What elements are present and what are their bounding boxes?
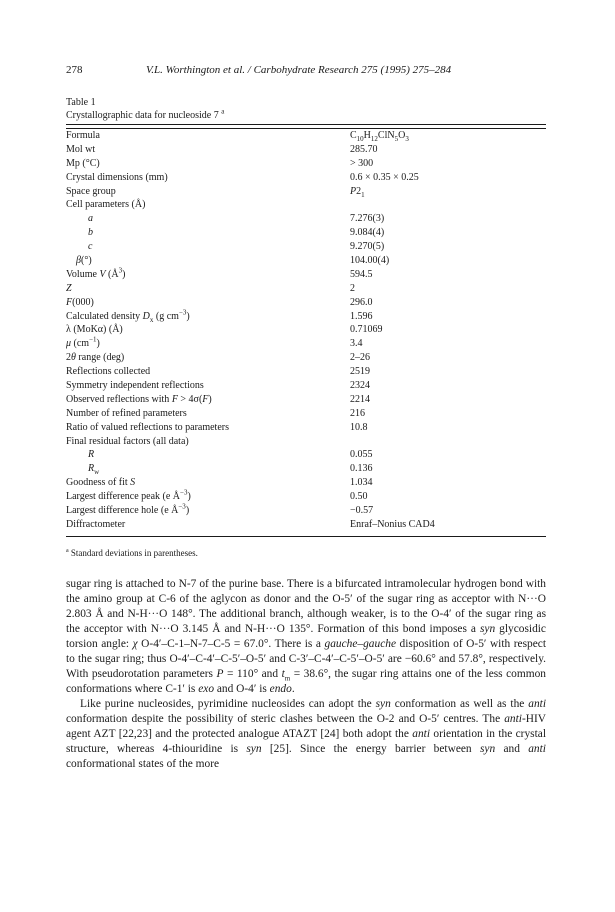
table-title: Crystallographic data for nucleoside 7 $^a$ bbox=[66, 107, 225, 121]
table-row-label: Crystal dimensions (mm) bbox=[66, 171, 168, 183]
table-row-label: Number of refined parameters bbox=[66, 407, 187, 419]
table-row-value: 0.136 bbox=[350, 463, 373, 475]
table-row-label: β(°) bbox=[76, 255, 92, 267]
table-footnote bbox=[66, 547, 198, 559]
table-row-label: $R_w$ bbox=[88, 463, 100, 477]
table-row-label: Cell parameters (Å) bbox=[66, 199, 146, 211]
footnote-mark: a bbox=[66, 548, 69, 554]
page-number: 278 bbox=[66, 64, 83, 76]
table-row-label: Mp (°C) bbox=[66, 157, 100, 169]
table-row bbox=[66, 490, 546, 504]
running-head bbox=[66, 63, 546, 77]
table-row bbox=[66, 310, 546, 324]
table-row-value: 9.270(5) bbox=[350, 241, 385, 253]
table-row bbox=[66, 129, 546, 143]
table-row bbox=[66, 351, 546, 365]
table-row bbox=[66, 435, 546, 449]
table-row-value: 216 bbox=[350, 407, 365, 419]
table-row bbox=[66, 143, 546, 157]
table-row-value: 2519 bbox=[350, 366, 370, 378]
table-row-value: 594.5 bbox=[350, 268, 373, 280]
table-row bbox=[66, 185, 546, 199]
table-caption bbox=[66, 96, 546, 122]
table-row-value: 2214 bbox=[350, 393, 370, 405]
table-row-label: Ratio of valued reflections to parameters bbox=[66, 421, 229, 433]
table-row-value: 3.4 bbox=[350, 338, 363, 350]
table-row-value: 10.8 bbox=[350, 421, 368, 433]
table-row-value: 0.6 × 0.35 × 0.25 bbox=[350, 171, 419, 183]
table-row-value: 2–26 bbox=[350, 352, 370, 364]
table-row-value: 7.276(3) bbox=[350, 213, 385, 225]
table-bottom-rule bbox=[66, 536, 546, 537]
table-row bbox=[66, 518, 546, 532]
footnote-text: Standard deviations in parentheses. bbox=[70, 548, 198, 558]
table-row-value: 296.0 bbox=[350, 296, 373, 308]
table-row bbox=[66, 240, 546, 254]
table-row-label: Goodness of fit S bbox=[66, 477, 136, 489]
table-row-value: 2 bbox=[350, 282, 355, 294]
table-row bbox=[66, 296, 546, 310]
table-row bbox=[66, 337, 546, 351]
table-row bbox=[66, 254, 546, 268]
table-row bbox=[66, 476, 546, 490]
paragraph-2: Like purine nucleosides, pyrimidine nucleosides can adopt the syn conformation as well as the anti conformation despite the possibility of steric clashes between the O-2 and O-5′ centres. The anti-HIV agent AZT [22,23] and the protected analogue ATAZT [24] both adopt the anti orientation in the crystal structure, whereas 4-thiouridine is syn [25]. Since the energy barrier between syn and anti conformational states of the more bbox=[66, 698, 546, 770]
table-row bbox=[66, 282, 546, 296]
table-row bbox=[66, 198, 546, 212]
table-row-label: Formula bbox=[66, 130, 100, 141]
paragraph-1: sugar ring is attached to N-7 of the purine base. There is a bifurcated intramolecular hydrogen bond with the amino group at C-6 of the aglycon as donor and the O-5′ of the sugar ring as acceptor with N···O 2.803 Å and N-H···O 148°. The additional branch, although weaker, is to the O-4′ of the sugar ring as the acceptor with N···O 3.145 Å and N-H···O 135°. Formation of this bond imposes a syn glycosidic torsion angle: χ O-4′–C-1–N-7–C-5 = 67.0°. There is a gauche–gauche disposition of O-5′ with respect to the sugar ring; thus O-4′–C-4′–C-5′–O-5′ and C-3′–C-4′–C-5′–O-5′ are −60.6° and 57.8°, respectively. With pseudorotation parameters P = 110° and $t_m = 38.6^\circ$, the sugar ring attains one of the less common conformations where C-1′ is exo and O-4′ is endo. bbox=[66, 578, 547, 695]
table-title-footnote-mark: a bbox=[221, 107, 225, 116]
table-row bbox=[66, 407, 546, 421]
crystallographic-data-table bbox=[66, 129, 546, 532]
journal-citation: V.L. Worthington et al. / Carbohydrate Research 275 (1995) 275–284 bbox=[146, 64, 452, 76]
table-row bbox=[66, 212, 546, 226]
table-row bbox=[66, 226, 546, 240]
table-row-value: > 300 bbox=[350, 157, 374, 169]
table-row-label: Volume V $(Å^3)$ bbox=[66, 266, 126, 280]
table-row-value: 1.596 bbox=[350, 310, 373, 322]
table-row-value: 104.00(4) bbox=[350, 255, 390, 267]
table-row bbox=[66, 462, 546, 476]
table-row-label: Z bbox=[66, 282, 72, 294]
table-row-label: b bbox=[88, 227, 93, 239]
table-row bbox=[66, 504, 546, 518]
table-row-label: Largest difference peak (e $Å^{-3}$) bbox=[66, 488, 191, 503]
table-row bbox=[66, 157, 546, 171]
table-row-label: Largest difference hole (e $Å^{-3}$) bbox=[66, 502, 190, 517]
table-row-value: 2324 bbox=[350, 380, 370, 392]
table-row-value: Enraf–Nonius CAD4 bbox=[350, 518, 435, 530]
table-row-value: 0.71069 bbox=[350, 324, 383, 336]
table-row-value: −0.57 bbox=[350, 505, 374, 517]
table-row-label: Diffractometer bbox=[66, 518, 126, 530]
table-row-label: Calculated density $D_x$ (g $cm^{-3}$) bbox=[66, 308, 190, 324]
table-row bbox=[66, 448, 546, 462]
table-row-label: Symmetry independent reflections bbox=[66, 380, 204, 392]
table-row-label: a bbox=[88, 213, 93, 225]
table-row-label: F(000) bbox=[66, 296, 94, 308]
table-row bbox=[66, 365, 546, 379]
table-row bbox=[66, 268, 546, 282]
table-row-label: μ $(cm^{-1})$ bbox=[66, 336, 100, 350]
table-row bbox=[66, 323, 546, 337]
table-row bbox=[66, 421, 546, 435]
table-row-label: Final residual factors (all data) bbox=[66, 435, 189, 447]
table-top-rule bbox=[66, 124, 546, 125]
table-row-value: 1.034 bbox=[350, 477, 373, 489]
table-row-value: 0.50 bbox=[350, 491, 368, 503]
table-row bbox=[66, 379, 546, 393]
table-row-label: 2θ range (deg) bbox=[66, 352, 125, 364]
table-row-value: 285.70 bbox=[350, 143, 378, 155]
table-row bbox=[66, 393, 546, 407]
table-row-label: Mol wt bbox=[66, 143, 96, 155]
table-row-label: λ (MoKα) (Å) bbox=[66, 324, 123, 336]
table-row-label: Observed reflections with F > 4σ(F) bbox=[66, 393, 212, 405]
table-label: Table 1 bbox=[66, 97, 96, 108]
table-row-label: Reflections collected bbox=[66, 366, 151, 378]
table-row-label: c bbox=[88, 241, 93, 253]
body-text bbox=[66, 577, 546, 772]
table-row-label: Space group bbox=[66, 185, 116, 197]
table-row-value: $P2_1$ bbox=[350, 185, 365, 199]
table-row-value: $C_{10}H_{12}ClN_5O_3$ bbox=[350, 130, 409, 143]
table-row-label: R bbox=[88, 449, 95, 461]
table-row-value: 9.084(4) bbox=[350, 227, 385, 239]
table-row bbox=[66, 171, 546, 185]
table-row-value: 0.055 bbox=[350, 449, 373, 461]
